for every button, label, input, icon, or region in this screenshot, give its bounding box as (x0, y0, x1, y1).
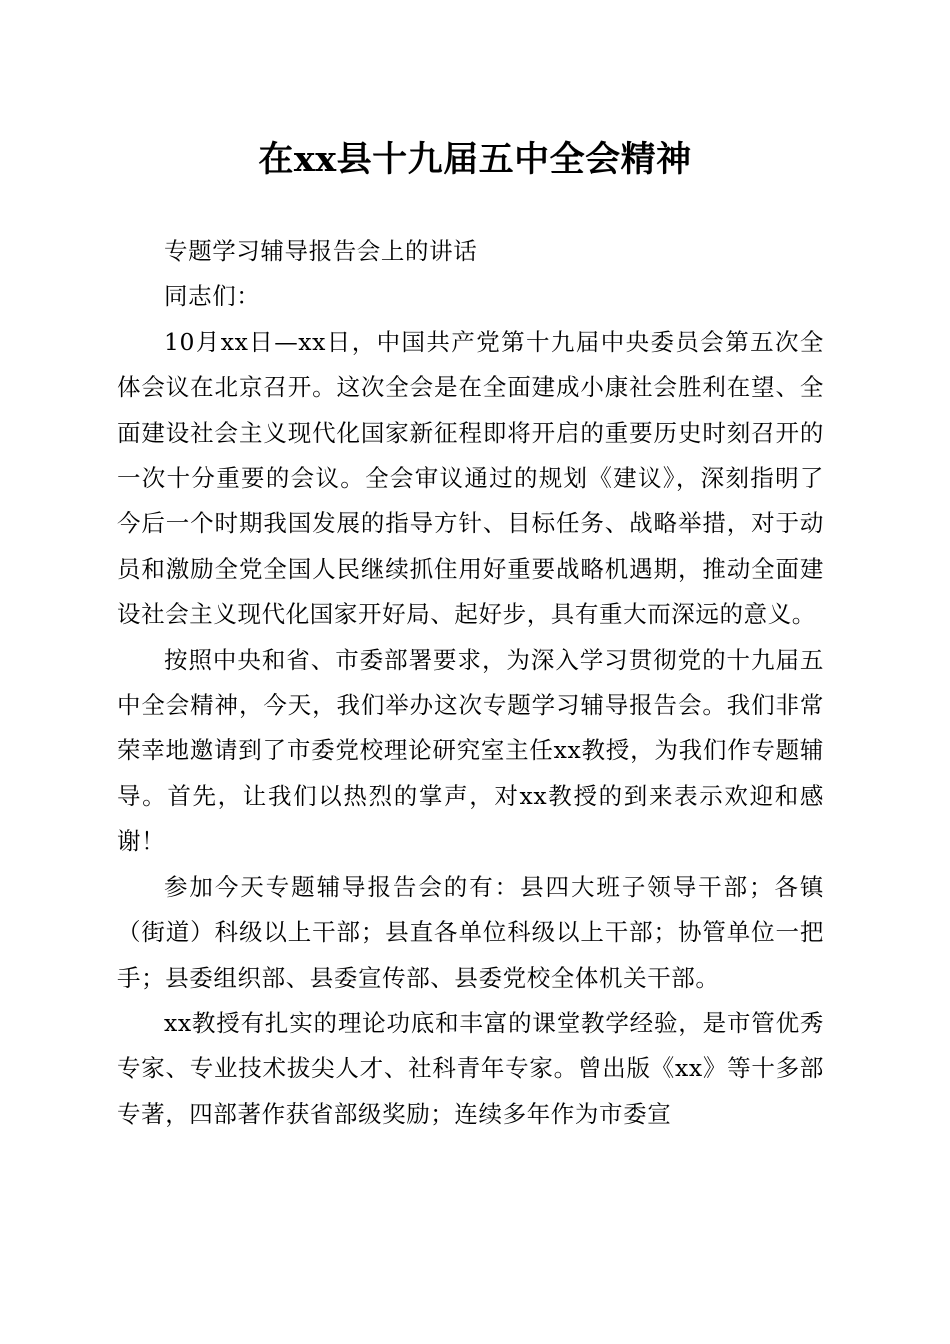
salutation-line: 同志们： (164, 282, 261, 311)
paragraph-2: 按照中央和省、市委部署要求，为深入学习贯彻党的十九届五中全会精神，今天，我们举办这次专题学习辅导报告会。我们非常荣幸地邀请到了市委党校理论研究室主任xx教授，为我们作专题辅导。首先，让我们以热烈的掌声，对xx教授的到来表示欢迎和感谢！ (117, 645, 824, 856)
paragraph-3: 参加今天专题辅导报告会的有：县四大班子领导干部；各镇（街道）科级以上干部；县直各单位科级以上干部；协管单位一把手；县委组织部、县委宣传部、县委党校全体机关干部。 (117, 872, 824, 992)
paragraph-1: 10月xx日—xx日，中国共产党第十九届中央委员会第五次全体会议在北京召开。这次全会是在全面建成小康社会胜利在望、全面建设社会主义现代化国家新征程即将开启的重要历史时刻召开的一次十分重要的会议。全会审议通过的规划《建议》，深刻指明了今后一个时期我国发展的指导方针、目标任务、战略举措，对于动员和激励全党全国人民继续抓住用好重要战略机遇期，推动全面建设社会主义现代化国家开好局、起好步，具有重大而深远的意义。 (117, 327, 824, 629)
paragraph-4: xx教授有扎实的理论功底和丰富的课堂教学经验，是市管优秀专家、专业技术拔尖人才、社科青年专家。曾出版《xx》等十多部专著，四部著作获省部级奖励；连续多年作为市委宣 (117, 1008, 824, 1128)
document-title: 在xx县十九届五中全会精神 (258, 139, 692, 180)
subtitle-line: 专题学习辅导报告会上的讲话 (164, 237, 478, 265)
document-body (117, 229, 824, 1137)
